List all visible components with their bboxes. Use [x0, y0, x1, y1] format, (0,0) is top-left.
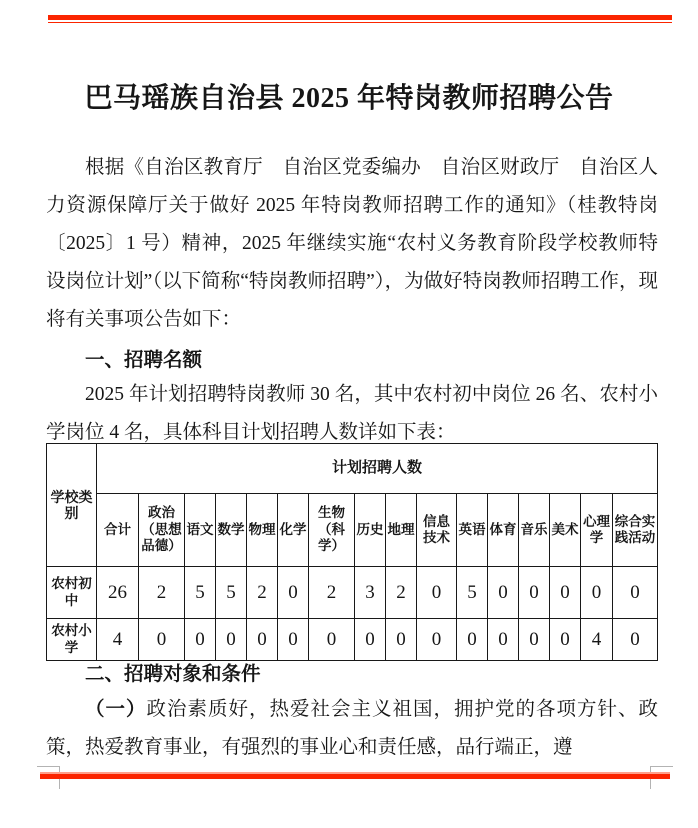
subject-column-header: 综合实践活动 [613, 494, 658, 567]
table-cell: 2 [139, 567, 185, 619]
table-cell: 0 [519, 567, 550, 619]
table-cell: 0 [247, 619, 278, 661]
table-corner-header: 学校类别 [47, 444, 97, 567]
section-1-paragraph: 2025 年计划招聘特岗教师 30 名，其中农村初中岗位 26 名、农村小学岗位 4 名，具体科目计划招聘人数详如下表： [46, 384, 658, 443]
table-cell: 2 [386, 567, 417, 619]
table-cell: 0 [550, 567, 581, 619]
row-label: 农村初中 [47, 567, 97, 619]
subject-column-header: 地理 [386, 494, 417, 567]
subject-column-header: 生物（科学） [309, 494, 355, 567]
table-cell: 4 [97, 619, 139, 661]
table-cell: 0 [355, 619, 386, 661]
table-cell: 0 [417, 619, 457, 661]
section-2-paragraph [46, 690, 658, 767]
table-cell: 0 [216, 619, 247, 661]
subject-column-header: 物理 [247, 494, 278, 567]
table-cell: 2 [309, 567, 355, 619]
table-cell: 0 [417, 567, 457, 619]
table-cell: 0 [309, 619, 355, 661]
section-1-heading: 一、招聘名额 [85, 349, 203, 371]
table-cell: 0 [488, 567, 519, 619]
table-cell: 0 [488, 619, 519, 661]
table-cell: 0 [550, 619, 581, 661]
table-cell: 0 [185, 619, 216, 661]
top-red-rule [48, 15, 672, 23]
table-cell: 5 [457, 567, 488, 619]
table-row [47, 567, 658, 619]
item-1-label: （一） [85, 698, 147, 720]
table-cell: 5 [185, 567, 216, 619]
bottom-red-rule [40, 772, 670, 779]
subject-column-header: 政治（思想品德） [139, 494, 185, 567]
intro-paragraph: 根据《自治区教育厅 自治区党委编办 自治区财政厅 自治区人力资源保障厅关于做好 2025 年特岗教师招聘工作的通知》（桂教特岗〔2025〕1 号）精神，2025 年继续实施“农村义务教育阶段学校教师特设岗位计划”（以下简称“特岗教师招聘”），为做好特岗教师招聘工作，现将有关事项公告如下： [46, 157, 658, 330]
table-cell: 0 [613, 567, 658, 619]
section-2-heading: 二、招聘对象和条件 [85, 663, 261, 685]
table-header-row-1 [47, 444, 658, 494]
top-rule-thin-line [48, 22, 672, 24]
table-cell: 0 [139, 619, 185, 661]
table-header-row-2 [47, 494, 658, 567]
table-row [47, 619, 658, 661]
subject-column-header: 信息技术 [417, 494, 457, 567]
subject-column-header: 英语 [457, 494, 488, 567]
item-1-text: 政治素质好，热爱社会主义祖国，拥护党的各项方针、政策，热爱教育事业，有强烈的事业心和责任感，品行端正，遵 [46, 699, 658, 758]
top-rule-thick-line [48, 15, 672, 20]
table-cell: 5 [216, 567, 247, 619]
subject-column-header: 美术 [550, 494, 581, 567]
document-title: 巴马瑶族自治县 2025 年特岗教师招聘公告 [84, 83, 614, 114]
table-cell: 3 [355, 567, 386, 619]
subject-column-header: 化学 [278, 494, 309, 567]
table-cell: 0 [457, 619, 488, 661]
subject-column-header: 数学 [216, 494, 247, 567]
table-cell: 0 [519, 619, 550, 661]
subject-column-header: 体育 [488, 494, 519, 567]
subject-column-header: 语文 [185, 494, 216, 567]
subject-column-header: 心理学 [581, 494, 613, 567]
table-cell: 0 [581, 567, 613, 619]
row-label: 农村小学 [47, 619, 97, 661]
table-cell: 26 [97, 567, 139, 619]
bottom-rule-thick-line [40, 774, 670, 779]
table-group-header: 计划招聘人数 [97, 444, 658, 494]
subject-column-header: 音乐 [519, 494, 550, 567]
table-cell: 0 [386, 619, 417, 661]
table-cell: 0 [613, 619, 658, 661]
subject-column-header: 合计 [97, 494, 139, 567]
recruitment-plan-table [46, 443, 658, 661]
table-cell: 4 [581, 619, 613, 661]
subject-column-header: 历史 [355, 494, 386, 567]
table-cell: 0 [278, 619, 309, 661]
table-cell: 0 [278, 567, 309, 619]
table-cell: 2 [247, 567, 278, 619]
